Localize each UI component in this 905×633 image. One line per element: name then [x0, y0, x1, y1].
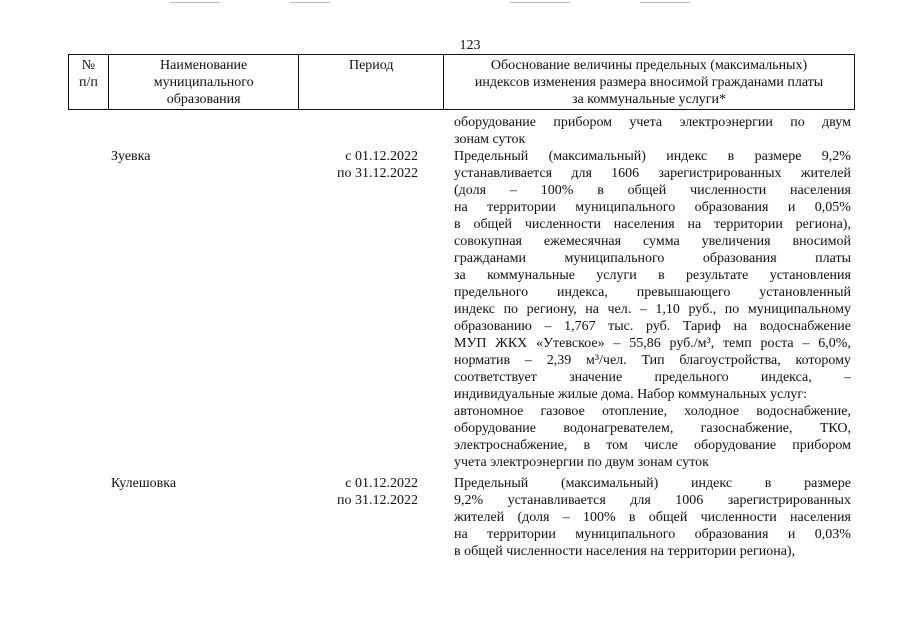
text-line: [454, 182, 851, 199]
text-line: [454, 216, 851, 233]
word: в: [764, 476, 772, 491]
header-num: № п/п: [69, 55, 109, 109]
word: оборудование: [694, 438, 777, 453]
word: темп: [723, 336, 752, 351]
word: сумма: [643, 234, 680, 249]
text-line: [454, 386, 851, 403]
word: общей: [648, 510, 688, 525]
word: 1,767: [564, 319, 596, 334]
word: холодное: [684, 404, 740, 419]
word: результате: [686, 268, 749, 283]
word: индекс: [666, 149, 708, 164]
word: ежемесячная: [543, 234, 622, 249]
word: увеличения: [701, 234, 771, 249]
word: индекса,: [557, 285, 608, 300]
text-line: [454, 250, 851, 267]
word: предельного: [654, 370, 729, 385]
word: 9,2%: [821, 149, 851, 164]
word: двум: [822, 115, 851, 130]
word: водонагревателем,: [563, 421, 674, 436]
word: газоснабжение,: [700, 421, 793, 436]
word: платы: [815, 251, 851, 266]
word: МУП: [454, 336, 487, 351]
word: 6,0%,: [818, 336, 851, 351]
text-line: [454, 509, 851, 526]
word: газовое: [540, 404, 585, 419]
word: на: [585, 302, 599, 317]
word: благоустройства,: [679, 353, 781, 368]
text-line: [454, 165, 851, 182]
word: автономное: [454, 404, 524, 419]
header-justification: Обоснование величины предельных (максимальных) индексов изменения размера вносимой гражданами платы за коммунальные услуги*: [474, 58, 824, 107]
word: вносимой: [792, 234, 851, 249]
word: в: [658, 268, 665, 283]
text-line: [454, 475, 851, 492]
word: ТКО,: [819, 421, 851, 436]
word: превышающего: [636, 285, 731, 300]
word: норматив: [454, 353, 511, 368]
word: региону,: [526, 302, 577, 317]
word: –: [544, 319, 552, 334]
word: численности: [524, 217, 601, 232]
period: с 01.12.2022 по 31.12.2022: [337, 476, 418, 508]
municipality-name: Зуевка: [111, 149, 151, 164]
word: на: [733, 319, 748, 334]
text-line: [454, 284, 851, 301]
text-line: [454, 267, 851, 284]
text-line: [454, 148, 851, 165]
word: 100%: [540, 183, 574, 198]
word: на: [454, 200, 468, 215]
word: в: [583, 438, 591, 453]
text-line: [454, 233, 851, 250]
word: прибором: [792, 438, 851, 453]
word: общей: [627, 183, 667, 198]
scan-artifacts: [170, 0, 730, 6]
word: размере: [754, 149, 802, 164]
word: муниципального: [575, 200, 676, 215]
word: электроснабжение,: [454, 438, 568, 453]
word: отопление,: [601, 404, 668, 419]
period: с 01.12.2022 по 31.12.2022: [337, 149, 418, 181]
word: населения: [790, 510, 851, 525]
word: прибором: [553, 115, 613, 130]
word: муниципальному: [747, 302, 851, 317]
text-line: [454, 352, 851, 369]
word: руб./м³,: [669, 336, 715, 351]
word: 1606: [611, 166, 640, 181]
word: 9,2%: [454, 493, 484, 508]
text-line: [454, 526, 851, 543]
word: Тариф: [682, 319, 721, 334]
word: установления: [769, 268, 851, 283]
table-header: [68, 54, 855, 110]
text-line: [454, 114, 851, 131]
word: предельного: [454, 285, 529, 300]
word: зарегистрированных: [658, 166, 782, 181]
word: в: [597, 183, 604, 198]
word: коммунальные: [487, 268, 575, 283]
word: по: [790, 115, 805, 130]
word: на: [687, 217, 702, 232]
word: учета электроэнергии по двум зонам суток: [454, 455, 709, 470]
word: зарегистрированных: [727, 493, 851, 508]
word: жителей: [800, 166, 851, 181]
word: 1,10: [655, 302, 680, 317]
word: числе: [643, 438, 678, 453]
word: том: [606, 438, 628, 453]
word: гражданами: [454, 251, 527, 266]
word: Предельный: [454, 476, 529, 491]
header-period: Период: [299, 55, 444, 109]
word: территории: [487, 200, 556, 215]
word: индекс: [691, 476, 733, 491]
word: –: [613, 336, 621, 351]
word: и: [787, 200, 796, 215]
word: и: [787, 527, 796, 542]
word: общей: [464, 544, 503, 559]
word: устанавливается: [454, 166, 553, 181]
text-line: [454, 454, 851, 471]
word: 55,86: [629, 336, 661, 351]
word: устанавливается: [507, 493, 606, 508]
word: образованию: [454, 319, 532, 334]
word: населения: [613, 217, 675, 232]
word: в: [628, 510, 636, 525]
word: –: [639, 302, 647, 317]
text-line: [454, 131, 851, 148]
word: населения: [790, 183, 851, 198]
word: общей: [473, 217, 513, 232]
word: Предельный: [454, 149, 529, 164]
word: чел.: [607, 302, 632, 317]
word: образования: [694, 200, 769, 215]
word: электроэнергии: [679, 115, 773, 130]
word: –: [802, 336, 810, 351]
word: в: [454, 217, 461, 232]
word: по: [503, 302, 519, 317]
word: образования: [702, 251, 777, 266]
word: жителей: [454, 510, 505, 525]
justification-text: [454, 148, 851, 471]
word: численности: [690, 183, 767, 198]
word: муниципального: [575, 527, 676, 542]
word: Тип: [641, 353, 665, 368]
word: совокупная: [454, 234, 522, 249]
word: установленный: [759, 285, 851, 300]
word: руб.,: [688, 302, 717, 317]
word: 1006: [675, 493, 704, 508]
word: региона),: [795, 217, 851, 232]
text-line: [454, 543, 851, 560]
word: ЖКХ: [495, 336, 528, 351]
word: –: [509, 183, 517, 198]
word: 0,05%: [814, 200, 851, 215]
word: значение: [569, 370, 623, 385]
word: муниципального: [564, 251, 665, 266]
word: индекса,: [760, 370, 812, 385]
word: населения: [585, 544, 647, 559]
word: территории: [714, 217, 783, 232]
header-name: Наименование муниципального образования: [109, 55, 300, 109]
word: по: [724, 302, 740, 317]
text-line: [454, 492, 851, 509]
text-line: [454, 335, 851, 352]
word: –: [524, 353, 532, 368]
word: на: [650, 544, 664, 559]
text-line: [454, 437, 851, 454]
word: в: [454, 544, 461, 559]
word: территории: [487, 527, 556, 542]
word: роста: [760, 336, 794, 351]
word: м³/чел.: [585, 353, 627, 368]
municipality-name: Кулешовка: [111, 476, 177, 491]
word: оборудование: [454, 115, 537, 130]
word: численности: [506, 544, 583, 559]
page-number: 123: [459, 38, 481, 53]
word: руб.: [646, 319, 671, 334]
word: (максимальный): [548, 149, 646, 164]
continuation-text: [454, 114, 851, 148]
text-line: [454, 318, 851, 335]
text-line: [454, 199, 851, 216]
word: территории: [667, 544, 737, 559]
text-line: [454, 301, 851, 318]
word: (доля: [454, 183, 487, 198]
word: зонам суток: [454, 132, 526, 147]
text-line: [454, 403, 851, 420]
word: которому: [795, 353, 851, 368]
word: водоснабжение,: [756, 404, 851, 419]
word: тыс.: [608, 319, 634, 334]
word: размере: [804, 476, 851, 491]
word: 100%: [582, 510, 616, 525]
word: индивидуальные жилые дома. Набор коммунальных услуг:: [454, 387, 807, 402]
word: (максимальный): [560, 476, 659, 491]
word: для: [571, 166, 592, 181]
word: численности: [700, 510, 777, 525]
word: услуги: [596, 268, 637, 283]
word: 2,39: [546, 353, 572, 368]
text-line: [454, 420, 851, 437]
word: (доля: [517, 510, 550, 525]
justification-text: [454, 475, 851, 560]
word: –: [844, 370, 851, 385]
word: водоснабжение: [759, 319, 851, 334]
word: региона),: [739, 544, 796, 559]
word: образования: [694, 527, 769, 542]
word: на: [454, 527, 468, 542]
word: индекс: [454, 302, 495, 317]
word: учета: [629, 115, 663, 130]
text-line: [454, 369, 851, 386]
word: за: [454, 268, 466, 283]
word: «Утевское»: [536, 336, 605, 351]
word: в: [727, 149, 735, 164]
word: оборудование: [454, 421, 537, 436]
word: –: [562, 510, 570, 525]
word: для: [630, 493, 651, 508]
word: соответствует: [454, 370, 537, 385]
word: 0,03%: [814, 527, 851, 542]
